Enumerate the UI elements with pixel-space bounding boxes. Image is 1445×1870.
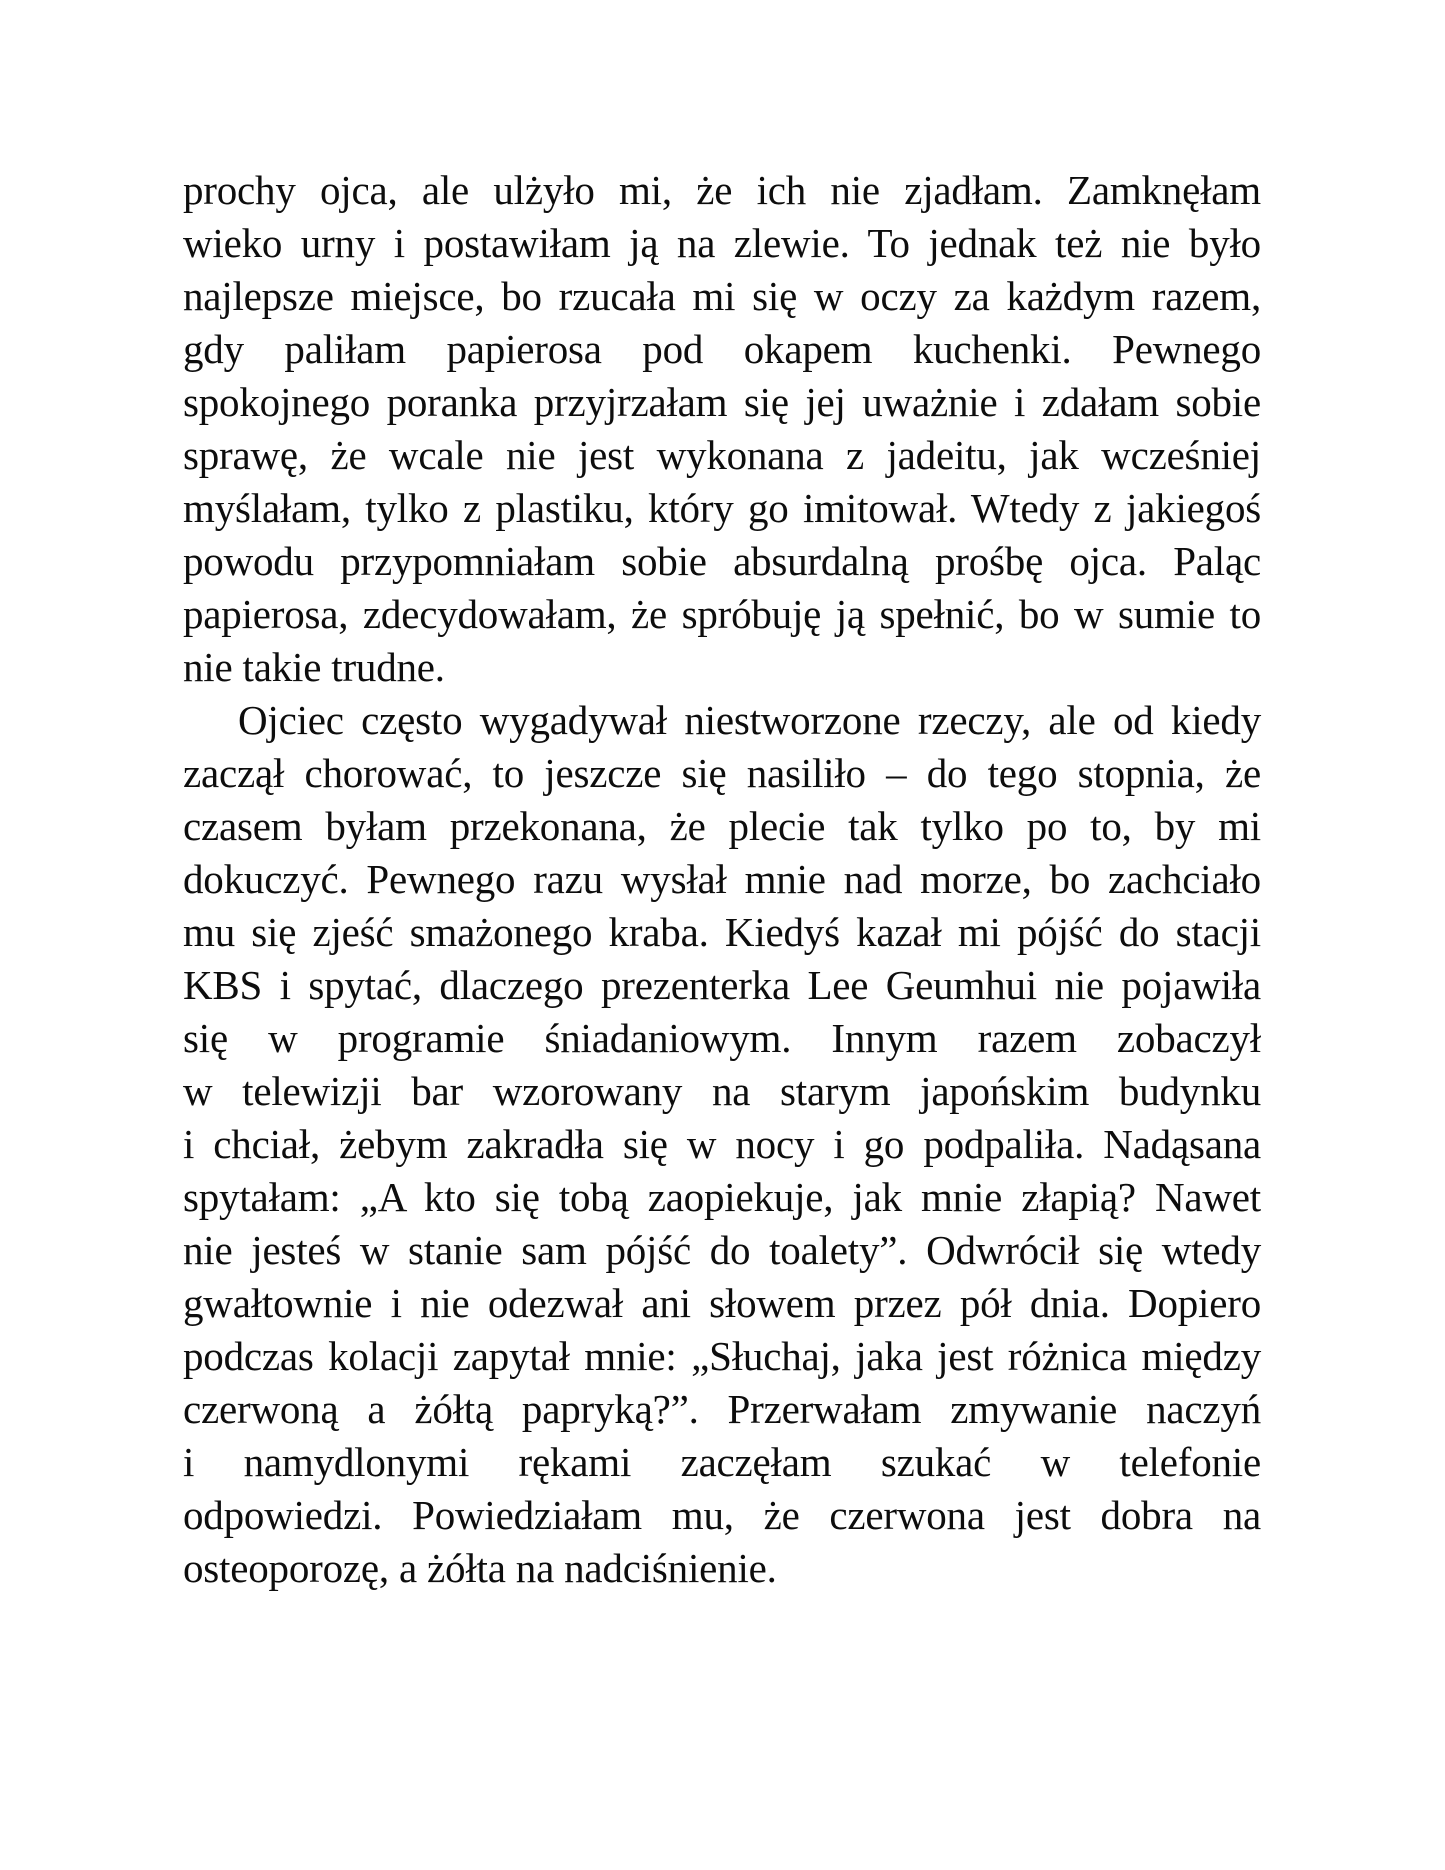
text-line: i namydlonymi rękami zaczęłam szukać w telefonie xyxy=(183,1439,1261,1485)
text-line: wieko urny i postawiłam ją na zlewie. To jednak też nie było xyxy=(183,220,1261,266)
text-line: powodu przypomniałam sobie absurdalną prośbę ojca. Paląc xyxy=(183,538,1261,584)
text-line: papierosa, zdecydowałam, że spróbuję ją spełnić, bo w sumie to xyxy=(183,591,1261,637)
text-line: się w programie śniadaniowym. Innym razem zobaczył xyxy=(183,1015,1261,1061)
paragraph xyxy=(183,694,1261,1595)
text-line: sprawę, że wcale nie jest wykonana z jadeitu, jak wcześniej xyxy=(183,432,1261,478)
text-line: podczas kolacji zapytał mnie: „Słuchaj, jaka jest różnica między xyxy=(183,1333,1261,1379)
text-line: osteoporozę, a żółta na nadciśnienie. xyxy=(183,1545,777,1591)
text-line: w telewizji bar wzorowany na starym japońskim budynku xyxy=(183,1068,1261,1114)
text-line: zaczął chorować, to jeszcze się nasiliło – do tego stopnia, że xyxy=(183,750,1261,796)
text-line: odpowiedzi. Powiedziałam mu, że czerwona jest dobra na xyxy=(183,1492,1261,1538)
text-line: najlepsze miejsce, bo rzucała mi się w oczy za każdym razem, xyxy=(183,273,1261,319)
text-line: czasem byłam przekonana, że plecie tak tylko po to, by mi xyxy=(183,803,1261,849)
text-line: mu się zjeść smażonego kraba. Kiedyś kazał mi pójść do stacji xyxy=(183,909,1261,955)
text-line: prochy ojca, ale ulżyło mi, że ich nie zjadłam. Zamknęłam xyxy=(183,167,1261,213)
paragraph xyxy=(183,164,1261,694)
text-block xyxy=(183,164,1261,1595)
text-line: gdy paliłam papierosa pod okapem kuchenki. Pewnego xyxy=(183,326,1261,372)
text-line: czerwoną a żółtą papryką?”. Przerwałam zmywanie naczyń xyxy=(183,1386,1261,1432)
text-line: myślałam, tylko z plastiku, który go imitował. Wtedy z jakiegoś xyxy=(183,485,1261,531)
text-line: Ojciec często wygadywał niestworzone rzeczy, ale od kiedy xyxy=(238,697,1261,743)
text-line: nie takie trudne. xyxy=(183,644,445,690)
text-line: spokojnego poranka przyjrzałam się jej uważnie i zdałam sobie xyxy=(183,379,1261,425)
text-line: KBS i spytać, dlaczego prezenterka Lee Geumhui nie pojawiła xyxy=(183,962,1261,1008)
text-line: nie jesteś w stanie sam pójść do toalety”. Odwrócił się wtedy xyxy=(183,1227,1261,1273)
text-line: spytałam: „A kto się tobą zaopiekuje, jak mnie złapią? Nawet xyxy=(183,1174,1261,1220)
text-line: dokuczyć. Pewnego razu wysłał mnie nad morze, bo zachciało xyxy=(183,856,1261,902)
text-line: gwałtownie i nie odezwał ani słowem przez pół dnia. Dopiero xyxy=(183,1280,1261,1326)
text-line: i chciał, żebym zakradła się w nocy i go podpaliła. Nadąsana xyxy=(183,1121,1261,1167)
